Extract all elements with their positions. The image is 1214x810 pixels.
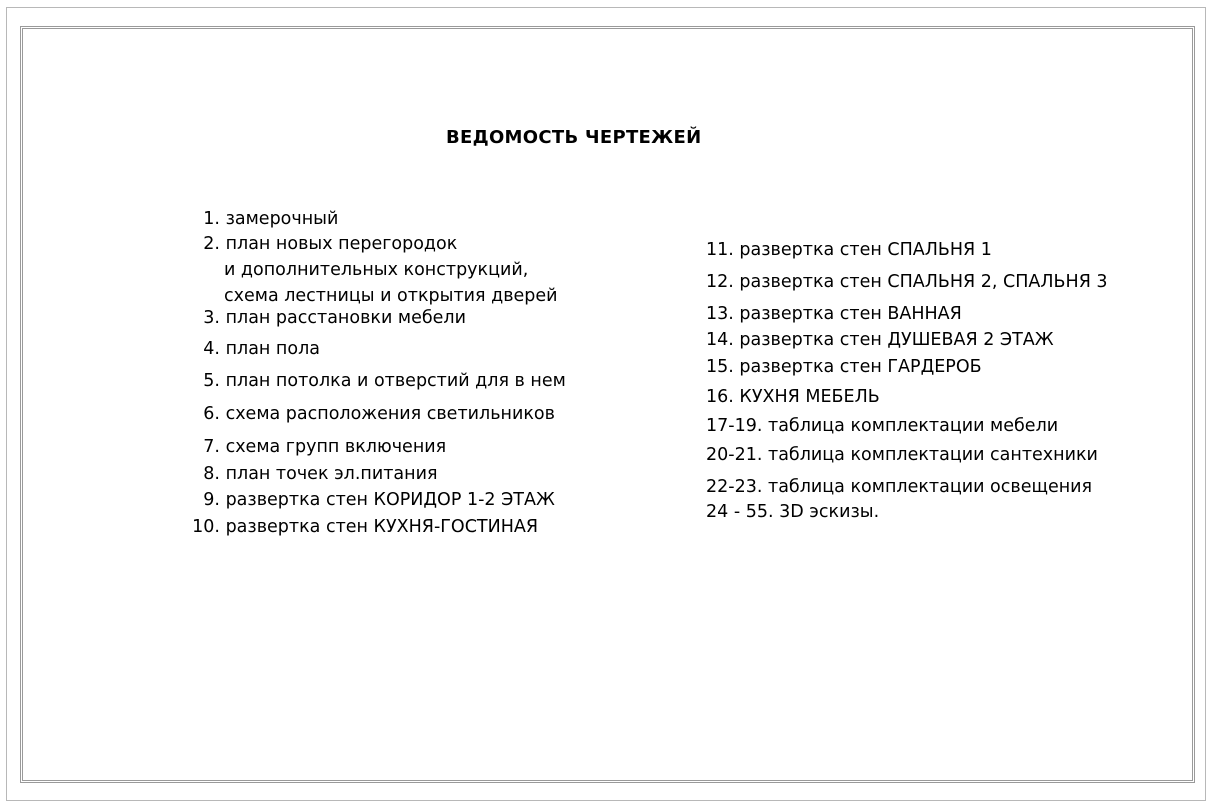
list-item — [706, 303, 962, 325]
list-item — [706, 444, 1098, 466]
item-text: таблица комплектации сантехники — [768, 445, 1098, 465]
item-text: развертка стен КОРИДОР 1-2 ЭТАЖ — [225, 490, 555, 510]
list-item — [706, 476, 1092, 498]
item-number: 24 - 55. — [706, 502, 774, 522]
item-number: 9. — [203, 490, 220, 510]
list-item — [190, 516, 538, 538]
list-item — [706, 415, 1058, 437]
item-continuation: и дополнительных конструкций, — [224, 260, 529, 280]
list-item — [190, 338, 320, 360]
item-text: развертка стен СПАЛЬНЯ 2, СПАЛЬНЯ 3 — [739, 272, 1108, 292]
list-item — [190, 307, 466, 329]
item-number: 8. — [203, 464, 220, 484]
list-item — [706, 239, 992, 261]
item-text: развертка стен КУХНЯ-ГОСТИНАЯ — [225, 517, 538, 537]
item-number: 13. — [706, 304, 734, 324]
list-item — [706, 386, 880, 408]
item-text: развертка стен ДУШЕВАЯ 2 ЭТАЖ — [739, 330, 1054, 350]
item-number: 16. — [706, 387, 734, 407]
item-number: 14. — [706, 330, 734, 350]
item-number: 20-21. — [706, 445, 763, 465]
item-text: таблица комплектации освещения — [768, 477, 1093, 497]
list-item — [190, 436, 446, 458]
item-text: развертка стен ВАННАЯ — [739, 304, 962, 324]
item-text: развертка стен СПАЛЬНЯ 1 — [739, 240, 992, 260]
item-number: 17-19. — [706, 416, 763, 436]
list-item — [190, 403, 555, 425]
item-number: 11. — [706, 240, 734, 260]
list-item — [190, 370, 566, 392]
list-item — [706, 501, 879, 523]
item-number: 15. — [706, 357, 734, 377]
item-continuation: схема лестницы и открытия дверей — [224, 286, 558, 306]
item-text: развертка стен ГАРДЕРОБ — [739, 357, 982, 377]
item-text: план расстановки мебели — [225, 308, 466, 328]
item-text: таблица комплектации мебели — [768, 416, 1059, 436]
item-number: 10. — [192, 517, 220, 537]
item-number: 12. — [706, 272, 734, 292]
list-item — [190, 233, 457, 255]
list-item — [190, 489, 555, 511]
item-number: 4. — [203, 339, 220, 359]
item-text: план точек эл.питания — [225, 464, 438, 484]
item-number: 5. — [203, 371, 220, 391]
item-number: 7. — [203, 437, 220, 457]
document-title: ВЕДОМОСТЬ ЧЕРТЕЖЕЙ — [446, 127, 702, 148]
item-number: 3. — [203, 308, 220, 328]
item-text: план потолка и отверстий для в нем — [225, 371, 566, 391]
item-text: план новых перегородок — [225, 234, 458, 254]
list-item — [190, 463, 438, 485]
item-text: схема расположения светильников — [225, 404, 555, 424]
list-item — [706, 356, 982, 378]
item-number: 22-23. — [706, 477, 763, 497]
item-text: план пола — [225, 339, 320, 359]
item-text: замерочный — [225, 209, 339, 229]
item-text: КУХНЯ МЕБЕЛЬ — [739, 387, 880, 407]
list-item — [190, 208, 338, 230]
item-text: 3D эскизы. — [779, 502, 880, 522]
list-item — [706, 329, 1054, 351]
item-number: 6. — [203, 404, 220, 424]
item-number: 1. — [203, 209, 220, 229]
list-item — [706, 271, 1108, 293]
item-number: 2. — [203, 234, 220, 254]
item-text: схема групп включения — [225, 437, 447, 457]
